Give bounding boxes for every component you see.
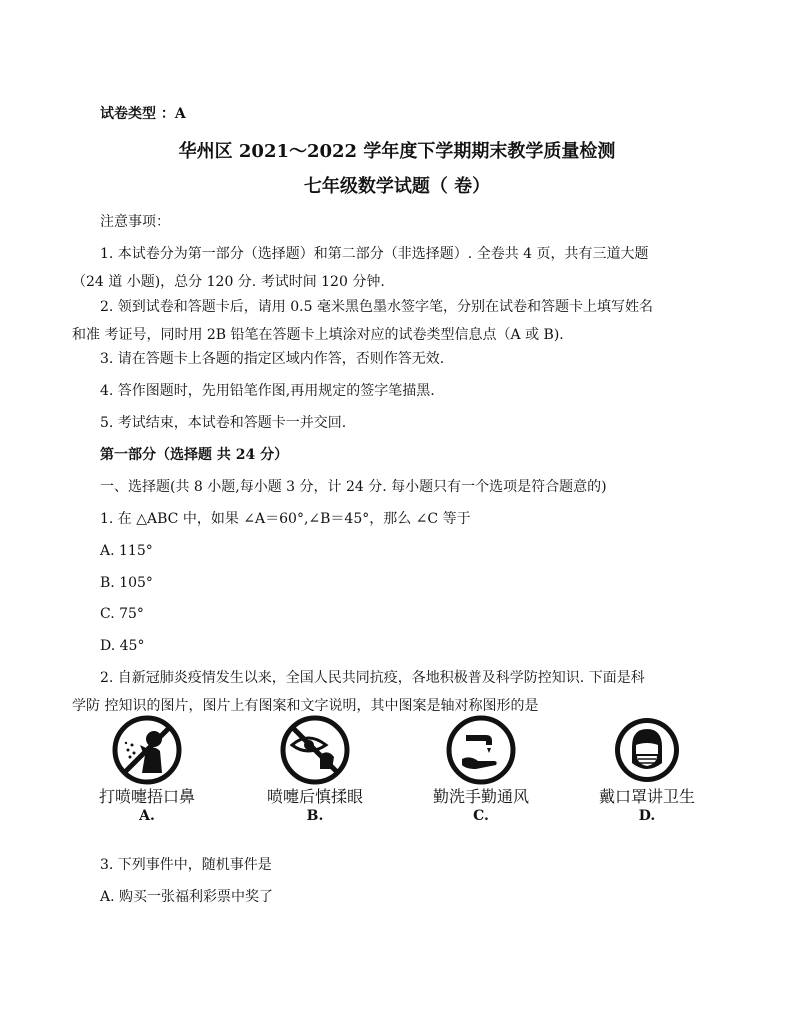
notice-heading: 注意事项： — [100, 214, 170, 230]
question-1-stem: 1. 在 △ABC 中，如果 ∠A＝60°,∠B＝45°，那么 ∠C 等于 — [100, 511, 471, 527]
notice-line: 5. 考试结束，本试卷和答题卡一并交回. — [100, 415, 347, 431]
picture-caption: 戴口罩讲卫生 — [598, 787, 695, 806]
section1-heading: 一、选择题(共 8 小题,每小题 3 分，计 24 分. 每小题只有一个选项是符合题意的) — [100, 479, 607, 495]
picture-letter: D. — [638, 808, 656, 824]
question-3-option-a: A. 购买一张福利彩票中奖了 — [100, 889, 274, 905]
part1-heading: 第一部分（选择题 共 24 分） — [100, 447, 289, 463]
hand-washing-icon — [446, 715, 516, 785]
notice-line: 2. 领到试卷和答题卡后，请用 0.5 毫米黑色墨水签字笔，分别在试卷和答题卡上填写姓名 — [100, 299, 653, 315]
notice-line: 4. 答作图题时，先用铅笔作图,再用规定的签字笔描黑. — [100, 383, 435, 399]
question-2-line: 2. 自新冠肺炎疫情发生以来，全国人民共同抗疫，各地积极普及科学防控知识. 下面是科 — [100, 670, 645, 686]
exam-subtitle: 七年级数学试题（ 卷） — [303, 176, 491, 197]
exam-title: 华州区 2021～2022 学年度下学期期末教学质量检测 — [178, 141, 616, 162]
notice-line: 1. 本试卷分为第一部分（选择题）和第二部分（非选择题）. 全卷共 4 页，共有三道大题 — [100, 246, 649, 262]
picture-caption: 勤洗手勤通风 — [432, 787, 529, 806]
question-1-option-d: D. 45° — [100, 638, 145, 654]
picture-caption: 喷嚏后慎揉眼 — [266, 787, 363, 806]
notice-line: （24 道 小题)，总分 120 分. 考试时间 120 分钟. — [72, 274, 385, 290]
face-mask-icon — [612, 715, 682, 785]
question-1-option-c: C. 75° — [100, 606, 144, 622]
notice-line: 3. 请在答题卡上各题的指定区域内作答，否则作答无效. — [100, 351, 445, 367]
picture-option-b — [240, 715, 390, 840]
picture-caption: 打喷嚏捂口鼻 — [98, 787, 195, 806]
exam-type-label: 试卷类型 ：A — [100, 106, 186, 122]
notice-item — [72, 293, 722, 349]
sneeze-cover-icon — [112, 715, 182, 785]
notice-item — [72, 240, 722, 296]
picture-letter: C. — [473, 808, 489, 824]
question-2-line: 学防 控知识的图片，图片上有图案和文字说明，其中图案是轴对称图形的是 — [72, 698, 539, 714]
no-eye-rubbing-icon — [280, 715, 350, 785]
question-1-option-b: B. 105° — [100, 575, 153, 591]
picture-option-d — [572, 715, 722, 840]
notice-line: 和准 考证号，同时用 2B 铅笔在答题卡上填涂对应的试卷类型信息点（A 或 B). — [72, 327, 564, 343]
question-2-stem — [72, 664, 722, 720]
question-3-stem: 3. 下列事件中，随机事件是 — [100, 857, 272, 873]
picture-letter: B. — [306, 808, 324, 824]
picture-option-c — [406, 715, 556, 840]
question-2-pictures — [72, 715, 722, 840]
question-1-option-a: A. 115° — [100, 543, 153, 559]
picture-option-a — [72, 715, 222, 840]
picture-letter: A. — [139, 808, 155, 824]
